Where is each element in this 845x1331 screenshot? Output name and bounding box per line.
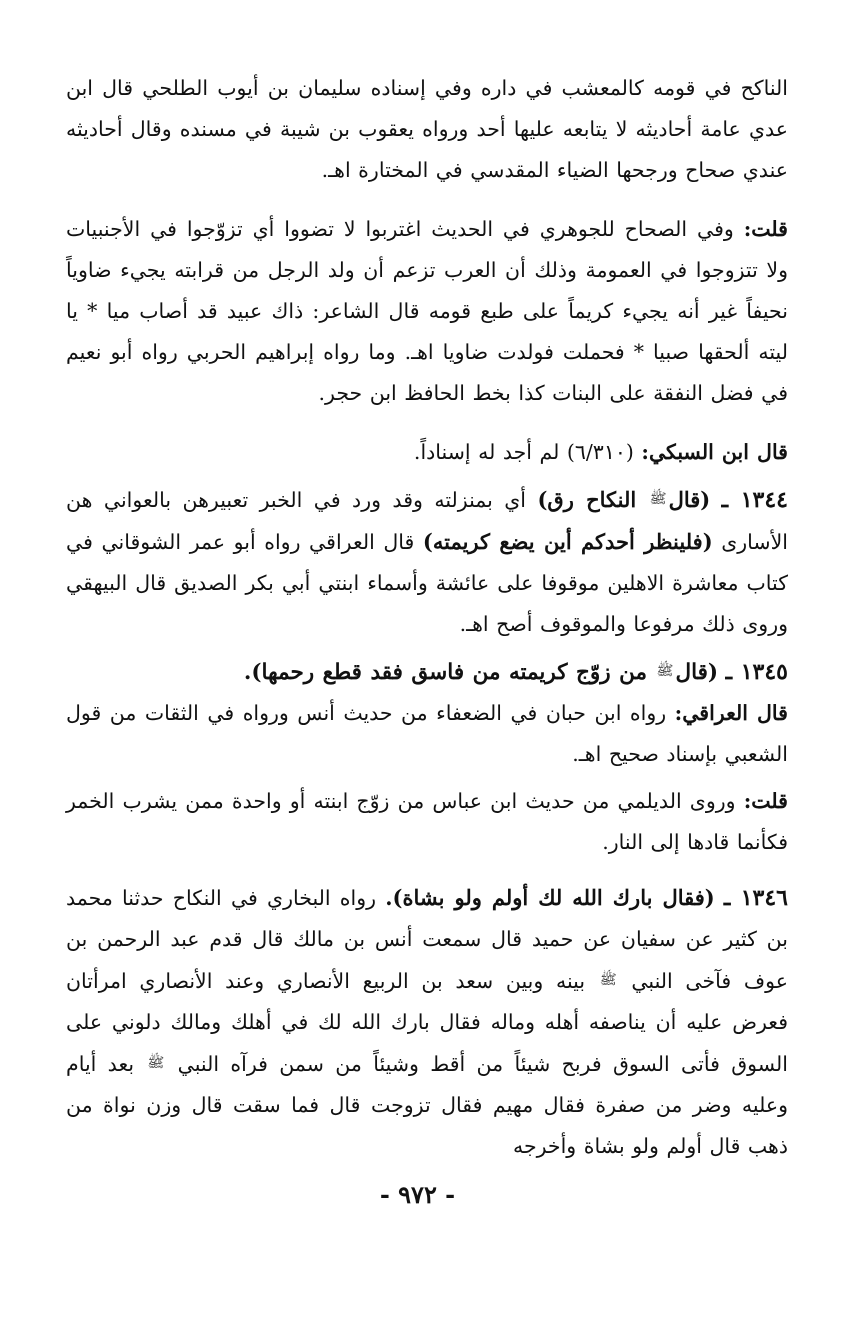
page-number: - ٩٧٢ - — [379, 1180, 456, 1209]
paragraph-lead: قال ابن السبكي: — [641, 440, 788, 464]
paragraph-text: (٦/٣١٠) لم أجد له إسناداً. — [413, 440, 634, 464]
paragraph-text: رواه ابن حبان في الضعفاء من حديث أنس ورواه في الثقات من قول الشعبي بإسناد صحيح اهـ. — [66, 701, 788, 766]
hadith-quote: (فلينظر أحدكم أين يضع كريمته) — [422, 529, 713, 554]
hadith-entry-1346 — [66, 877, 788, 1167]
commentary-text: رواه البخاري في النكاح حدثنا محمد بن كثير عن سفيان عن حميد قال سمعت أنس بن مالك قال قدم عبد الرحمن بن عوف فآخى النبي — [66, 886, 788, 993]
commentary-text: بعد أيام وعليه وضر من صفرة فقال مهيم فقال تزوجت قال فما سقت قال وزن نواة من ذهب قال أولم ولو بشاة وأخرجه — [66, 1052, 788, 1158]
hadith-text: (فقال بارك الله لك أولم ولو بشاة). — [385, 885, 715, 910]
honorific-glyph: ﷺ — [649, 491, 667, 507]
paragraph-lead: قلت: — [743, 217, 788, 241]
paragraph-iraqi — [66, 693, 788, 775]
paragraph-text: الناكح في قومه كالمعشب في داره وفي إسناده سليمان بن أيوب الطلحي قال ابن عدي عامة أحاديثه لا يتابعه عليها أحد ورواه يعقوب بن شيبة في مسنده وقال أحاديثه عندي صحاح ورجحها الضياء المقدسي في المختارة اهـ. — [66, 76, 788, 182]
paragraph-qultu-jawhari — [66, 209, 788, 414]
page-body — [66, 68, 788, 1167]
commentary-text: بينه وبين سعد بن الربيع الأنصاري وعند الأنصاري امرأتان فعرض عليه أن يناصفه أهله وماله فقال بارك الله لك في أهلك ومالك دلوني على السوق فأتى السوق فربح شيئاً من أقط وشيئاً من سمن فرآه النبي — [66, 969, 788, 1076]
honorific-glyph: ﷺ — [656, 663, 674, 679]
paragraph-qultu-daylami — [66, 781, 788, 863]
paragraph-lead: قلت: — [743, 789, 788, 813]
paragraph-text: وفي الصحاح للجوهري في الحديث اغتربوا لا تضووا أي تزوّجوا في الأجنبيات ولا تتزوجوا في العمومة وذلك أن العرب تزعم أن ولد الرجل من قرابته يجيء ضاوياً نحيفاً غير أنه يجيء كريماً على طبع قومه قال الشاعر: ذاك عبيد قد أصاب ميا * يا ليته ألحقها صبيا * فحملت فولدت ضاويا اهـ. وما رواه إبراهيم الحربي رواه أبو نعيم في فضل النفقة على البنات كذا بخط الحافظ ابن حجر. — [66, 217, 788, 405]
hadith-text: من زوّج كريمته من فاسق فقد قطع رحمها). — [243, 660, 648, 685]
paragraph-continuation — [66, 68, 788, 191]
honorific-glyph: ﷺ — [599, 972, 617, 988]
paragraph-lead: قال العراقي: — [674, 701, 788, 725]
commentary-text: أي بمنزلته وقد ورد في الخبر تعبيرهن بالعواني هن الأسارى — [66, 488, 788, 554]
hadith-entry-1345 — [66, 651, 788, 693]
hadith-number: ١٣٤٦ ـ — [723, 885, 788, 911]
hadith-text: النكاح رق) — [537, 487, 637, 512]
hadith-entry-1344 — [66, 479, 788, 645]
hadith-number: ١٣٤٥ ـ — [725, 659, 788, 685]
commentary-text: قال العراقي رواه أبو عمر الشوقاني في كتاب معاشرة الاهلين موقوفا على عائشة وأسماء ابنتي أبي بكر الصديق قال البيهقي وروى ذلك مرفوعا والموقوف أصح اهـ. — [66, 530, 788, 636]
hadith-number: ١٣٤٤ ـ — [721, 487, 788, 513]
paragraph-ibn-subki — [66, 432, 788, 473]
honorific-glyph: ﷺ — [147, 1055, 165, 1071]
paragraph-text: وروى الديلمي من حديث ابن عباس من زوّج ابنته أو واحدة ممن يشرب الخمر فكأنما قادها إلى النار. — [66, 789, 788, 854]
hadith-open: (قال — [675, 660, 719, 685]
hadith-open: (قال — [668, 487, 711, 512]
